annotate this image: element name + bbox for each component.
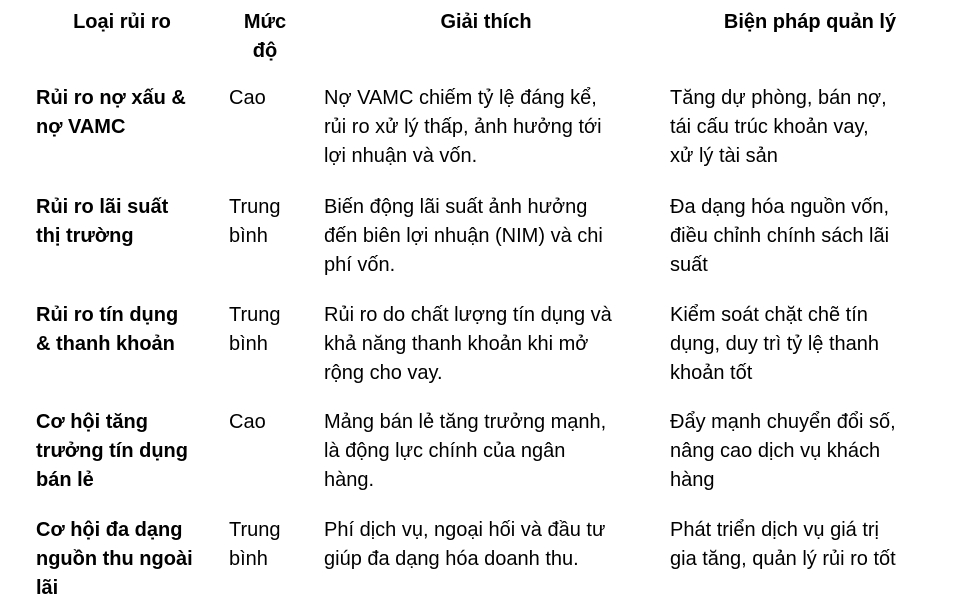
measures-cell: Đẩy mạnh chuyển đổi số, nâng cao dịch vụ khách hàng: [670, 411, 896, 491]
level-cell: Cao: [229, 411, 266, 433]
explanation-cell: Nợ VAMC chiếm tỷ lệ đáng kể, rủi ro xử lý thấp, ảnh hưởng tới lợi nhuận và vốn.: [324, 87, 602, 167]
measures-cell: Phát triển dịch vụ giá trị gia tăng, quản lý rủi ro tốt: [670, 519, 896, 570]
explanation-cell: Phí dịch vụ, ngoại hối và đầu tư giúp đa dạng hóa doanh thu.: [324, 519, 606, 570]
header-explanation: Giải thích: [440, 11, 532, 33]
measures-cell: Đa dạng hóa nguồn vốn, điều chỉnh chính sách lãi suất: [670, 196, 890, 276]
level-cell: Trung bình: [229, 519, 281, 570]
level-cell: Trung bình: [229, 304, 281, 355]
risk-type-cell: Rủi ro tín dụng & thanh khoản: [36, 304, 179, 355]
header-level: Mức độ: [243, 11, 287, 62]
risk-type-cell: Rủi ro lãi suất thị trường: [36, 196, 169, 247]
explanation-cell: Biến động lãi suất ảnh hưởng đến biên lợi nhuận (NIM) và chi phí vốn.: [324, 196, 603, 276]
risk-type-cell: Rủi ro nợ xấu & nợ VAMC: [36, 87, 186, 138]
explanation-cell: Rủi ro do chất lượng tín dụng và khả năng thanh khoản khi mở rộng cho vay.: [324, 304, 612, 384]
level-cell: Trung bình: [229, 196, 281, 247]
explanation-cell: Mảng bán lẻ tăng trưởng mạnh, là động lực chính của ngân hàng.: [324, 411, 607, 491]
measures-cell: Tăng dự phòng, bán nợ, tái cấu trúc khoản vay, xử lý tài sản: [670, 87, 887, 167]
level-cell: Cao: [229, 87, 266, 109]
risk-type-cell: Cơ hội tăng trưởng tín dụng bán lẻ: [36, 411, 188, 491]
header-measures: Biện pháp quản lý: [723, 11, 897, 33]
header-risk-type: Loại rủi ro: [73, 11, 171, 33]
measures-cell: Kiểm soát chặt chẽ tín dụng, duy trì tỷ lệ thanh khoản tốt: [670, 304, 880, 384]
risk-type-cell: Cơ hội đa dạng nguồn thu ngoài lãi: [36, 519, 193, 599]
